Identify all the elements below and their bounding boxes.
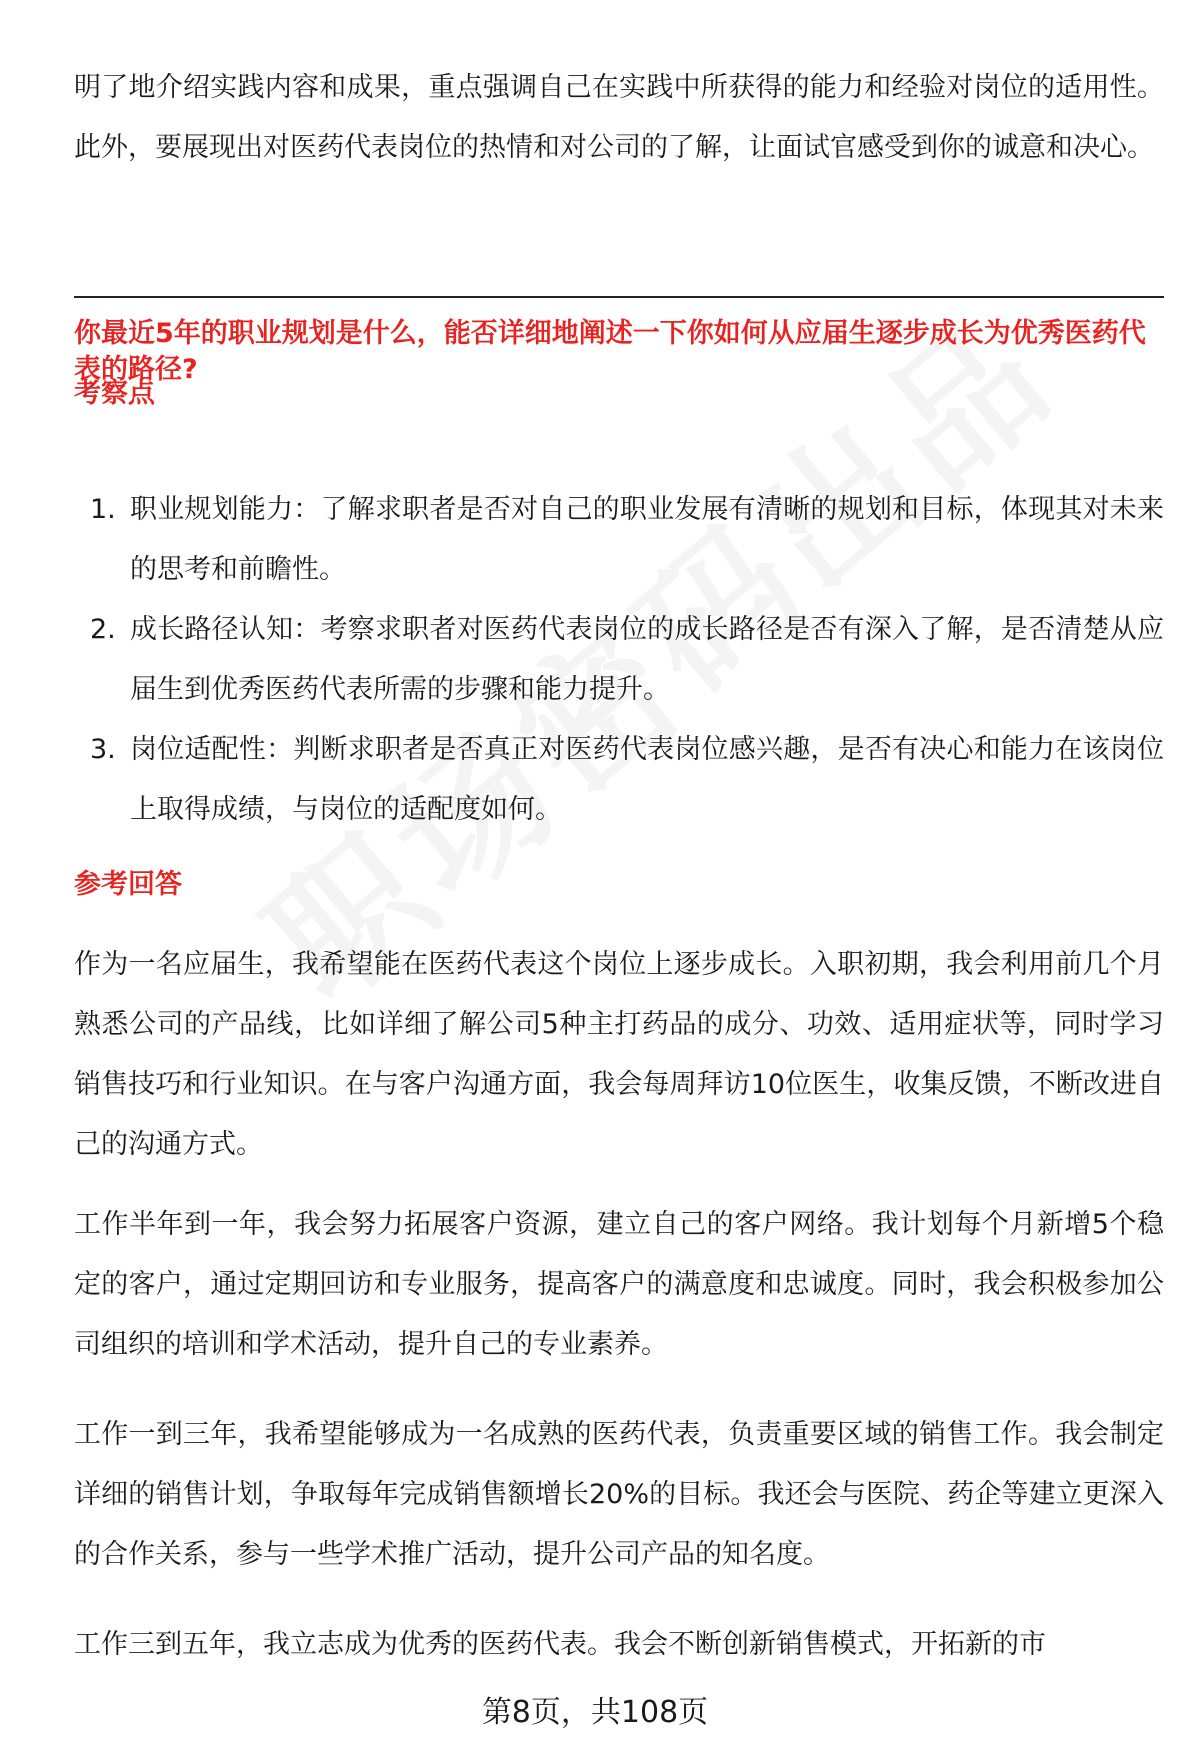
list-item: [74, 600, 1164, 720]
section-divider: [74, 296, 1164, 298]
answer-paragraph: 工作一到三年，我希望能够成为一名成熟的医药代表，负责重要区域的销售工作。我会制定详细的销售计划，争取每年完成销售额增长20%的目标。我还会与医院、药企等建立更深入的合作关系，参与一些学术推广活动，提升公司产品的知名度。: [74, 1419, 1164, 1570]
list-text: 成长路径认知：考察求职者对医药代表岗位的成长路径是否有深入了解，是否清楚从应届生到优秀医药代表所需的步骤和能力提升。: [130, 614, 1164, 705]
answer-paragraph: 工作半年到一年，我会努力拓展客户资源，建立自己的客户网络。我计划每个月新增5个稳定的客户，通过定期回访和专业服务，提高客户的满意度和忠诚度。同时，我会积极参加公司组织的培训和学术活动，提升自己的专业素养。: [74, 1209, 1164, 1360]
list-item: [74, 720, 1164, 840]
answer-heading: 参考回答: [74, 869, 182, 900]
list-number: 3.: [90, 734, 116, 765]
list-number: 2.: [90, 614, 116, 645]
question-title: 你最近5年的职业规划是什么，能否详细地阐述一下你如何从应届生逐步成长为优秀医药代表的路径?: [74, 318, 1146, 385]
examination-points: [74, 480, 1164, 840]
examination-heading: 考察点: [74, 378, 155, 409]
list-item: [74, 480, 1164, 600]
answer-paragraph: 作为一名应届生，我希望能在医药代表这个岗位上逐步成长。入职初期，我会利用前几个月熟悉公司的产品线，比如详细了解公司5种主打药品的成分、功效、适用症状等，同时学习销售技巧和行业知识。在与客户沟通方面，我会每周拜访10位医生，收集反馈，不断改进自己的沟通方式。: [74, 949, 1164, 1160]
list-text: 职业规划能力：了解求职者是否对自己的职业发展有清晰的规划和目标，体现其对未来的思考和前瞻性。: [130, 494, 1164, 585]
list-text: 岗位适配性：判断求职者是否真正对医药代表岗位感兴趣，是否有决心和能力在该岗位上取得成绩，与岗位的适配度如何。: [130, 734, 1164, 825]
intro-paragraph: 明了地介绍实践内容和成果，重点强调自己在实践中所获得的能力和经验对岗位的适用性。此外，要展现出对医药代表岗位的热情和对公司的了解，让面试官感受到你的诚意和决心。: [74, 72, 1164, 163]
answer-paragraph: 工作三到五年，我立志成为优秀的医药代表。我会不断创新销售模式，开拓新的市: [74, 1629, 1046, 1660]
page-number: 第8页，共108页: [481, 1695, 709, 1730]
list-number: 1.: [90, 494, 116, 525]
